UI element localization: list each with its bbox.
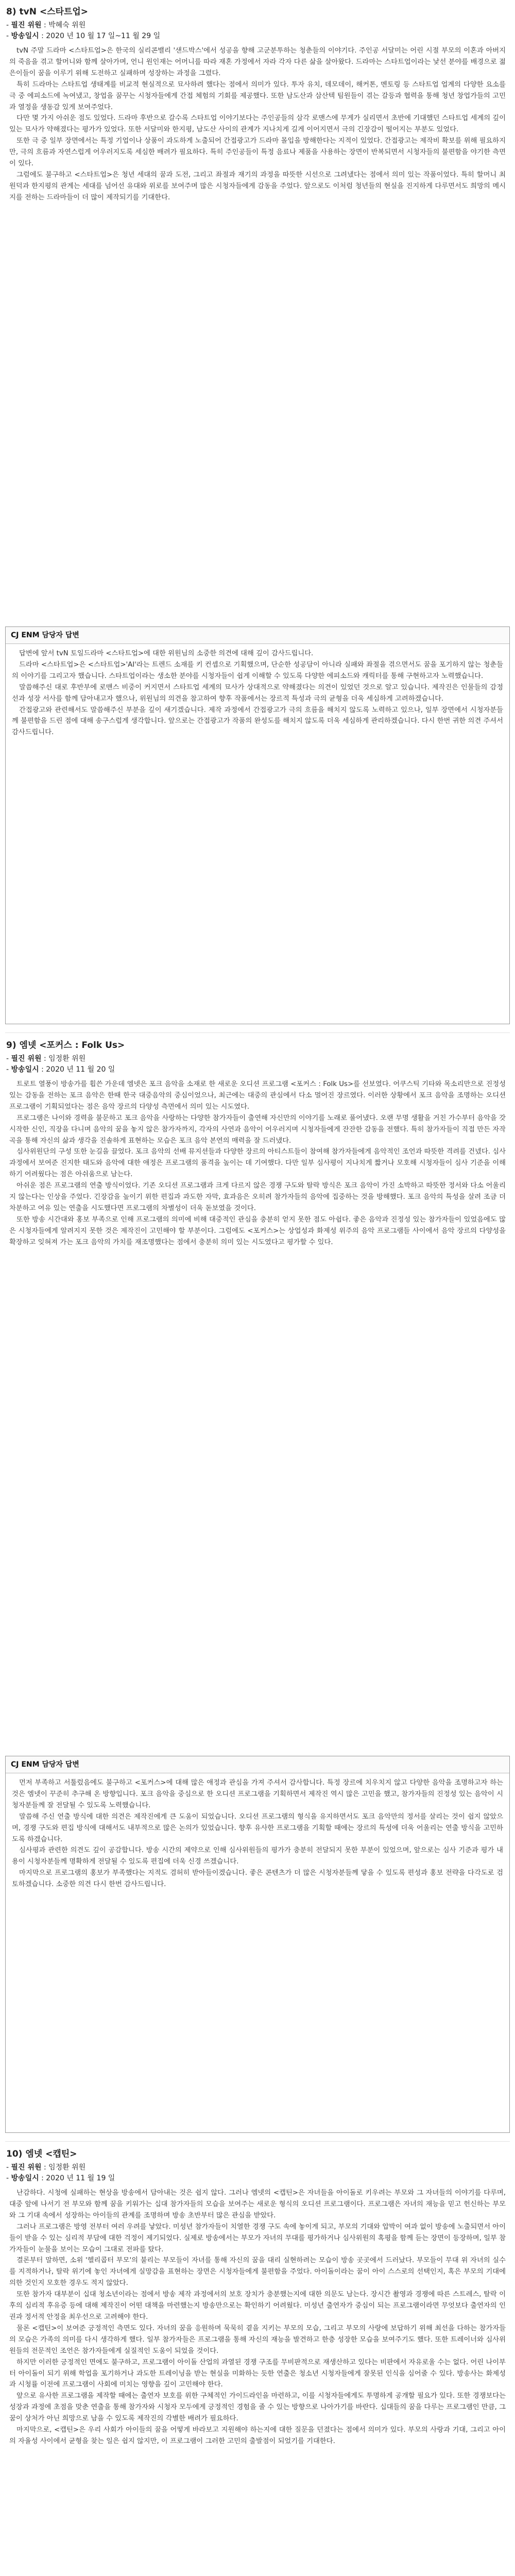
section-10-body bbox=[9, 2188, 506, 2576]
paragraph: 하지만 이러한 긍정적인 면에도 불구하고, 프로그램이 아이돌 산업의 과열된 경쟁 구조를 무비판적으로 재생산하고 있다는 비판에서 자유로울 수는 없다. 어린 나이부터 아이돌이 되기 위해 학업을 포기하거나 과도한 트레이닝을 받는 현실을 미화하는 듯한 연출은 청소년 시청자들에게 잘못된 인식을 심어줄 수 있다. 방송사는 화제성과 시청률 이전에 프로그램이 사회에 미치는 영향을 깊이 고민해야 한다. bbox=[9, 2358, 506, 2389]
paragraph: 난감하다. 시청에 실패하는 현상을 방송에서 담아내는 것은 쉽지 않다. 그러나 엠넷의 <캡틴>은 자녀들을 아이돌로 키우려는 부모와 그 자녀들의 이야기를 다루며, 대중 앞에 나서기 전 부모와 함께 꿈을 키워가는 십대 참가자들의 모습을 보여주는 새로운 형식의 오디션 프로그램이다. 프로그램은 자녀의 재능을 믿고 헌신하는 부모와 그 기대 속에서 성장하는 아이들의 관계를 조명하며 방송 초반부터 많은 관심을 받았다. bbox=[9, 2189, 506, 2219]
paragraph: 결론부터 말하면, 소위 '헬리콥터 부모'의 불리는 부모들이 자녀를 통해 자신의 꿈을 대리 실현하려는 모습이 방송 곳곳에서 드러났다. 부모들이 무대 위 자녀의 실수를 지적하거나, 탈락 위기에 놓인 자녀에게 실망감을 표현하는 장면은 시청자들에게 불편함을 주었다. 아이돌이라는 꿈이 아이 스스로의 선택인지, 혹은 부모의 기대에 의한 것인지 모호한 경우도 적지 않았다. bbox=[9, 2257, 506, 2287]
section-divider bbox=[5, 2141, 510, 2142]
paragraph: 간접광고와 관련해서도 말씀해주신 부분을 깊이 새기겠습니다. 제작 과정에서 간접광고가 극의 흐름을 해치지 않도록 노력하고 있으나, 일부 장면에서 시청자분들께 불편함을 드린 점에 대해 송구스럽게 생각합니다. 앞으로는 간접광고가 작품의 완성도를 해치지 않도록 더욱 세심하게 관리하겠습니다. 다시 한번 귀한 의견 주셔서 감사드립니다. bbox=[12, 706, 503, 737]
paragraph: 심사평과 관련한 의견도 깊이 공감합니다. 방송 시간의 제약으로 인해 심사위원들의 평가가 충분히 전달되지 못한 부분이 있었으며, 앞으로는 심사 기준과 평가 내용이 시청자분들께 명확하게 전달될 수 있도록 편집에 더욱 신경 쓰겠습니다. bbox=[12, 1846, 503, 1866]
section-9-answer-box bbox=[5, 1756, 510, 2133]
paragraph: tvN 주말 드라마 <스타트업>은 한국의 실리콘밸리 '샌드박스'에서 성공을 향해 고군분투하는 청춘들의 이야기다. 주인공 서달미는 어린 시절 부모의 이혼과 아버지의 죽음을 겪고 할머니와 함께 살아가며, 언니 원인재는 어머니를 따라 재혼 가정에서 자라 각자 다른 삶을 살아왔다. 드라마는 스타트업이라는 낯선 분야를 배경으로 젊은이들이 꿈을 이루기 위해 도전하고 실패하며 성장하는 과정을 그렸다. bbox=[9, 47, 506, 77]
author-line: - 필진 위원 : 임정환 위원 bbox=[6, 1055, 86, 1063]
paragraph: 프로그램은 나이와 경력을 불문하고 포크 음악을 사랑하는 다양한 참가자들이 출연해 자신만의 이야기를 노래로 풀어냈다. 오랜 무명 생활을 거친 가수부터 음악을 갓 시작한 신인, 직장을 다니며 음악의 꿈을 놓지 않은 참가자까지, 각자의 사연과 음악이 어우러지며 시청자들에게 잔잔한 감동을 전했다. 특히 참가자들이 직접 만든 자작곡을 통해 자신의 삶과 생각을 진솔하게 표현하는 모습은 포크 음악 본연의 매력을 잘 드러냈다. bbox=[9, 1114, 506, 1145]
paragraph: 그럼에도 불구하고 <스타트업>은 청년 세대의 꿈과 도전, 그리고 좌절과 재기의 과정을 따뜻한 시선으로 그려냈다는 점에서 의미 있는 작품이었다. 특히 할머니 최원덕과 한지평의 관계는 세대를 넘어선 유대와 위로를 보여주며 많은 시청자들에게 감동을 주었다. 앞으로도 이처럼 청년들의 현실을 진지하게 다루면서도 희망의 메시지를 전하는 드라마들이 더 많이 제작되기를 기대한다. bbox=[9, 171, 506, 201]
section-9-body bbox=[9, 1079, 506, 1749]
answer-body bbox=[6, 644, 509, 742]
section-title: 9) 엠넷 <포커스 : Folk Us> bbox=[6, 1040, 125, 1050]
section-8-header bbox=[6, 4, 509, 42]
paragraph: 물론 <캡틴>이 보여준 긍정적인 측면도 있다. 자녀의 꿈을 응원하며 묵묵히 곁을 지키는 부모의 모습, 그리고 부모의 사랑에 보답하기 위해 최선을 다하는 참가자들의 모습은 가족의 의미를 다시 생각하게 했다. 일부 참가자들은 프로그램을 통해 자신의 재능을 발견하고 한층 성장한 모습을 보여주기도 했다. 또한 트레이너와 심사위원들의 전문적인 조언은 참가자들에게 실질적인 도움이 되었을 것이다. bbox=[9, 2324, 506, 2355]
section-9-header bbox=[6, 1038, 509, 1075]
section-title: 10) 엠넷 <캡틴> bbox=[6, 2149, 77, 2159]
paragraph: 답변에 앞서 tvN 토일드라마 <스타트업>에 대한 위원님의 소중한 의견에 대해 깊이 감사드립니다. bbox=[19, 650, 314, 657]
paragraph: 다만 몇 가지 아쉬운 점도 있었다. 드라마 후반으로 갈수록 스타트업 이야기보다는 주인공들의 삼각 로맨스에 무게가 실리면서 초반에 기대했던 스타트업 세계의 깊이 있는 묘사가 약해졌다는 평가가 있었다. 또한 서달미와 한지평, 남도산 사이의 관계가 지나치게 길게 이어지면서 극의 긴장감이 떨어지는 부분도 있었다. bbox=[9, 114, 506, 134]
paragraph: 심사위원단의 구성 또한 눈길을 끌었다. 포크 음악의 선배 뮤지션들과 다양한 장르의 아티스트들이 참여해 참가자들에게 음악적인 조언과 따뜻한 격려를 건넸다. 심사 과정에서 보여준 진지한 태도와 음악에 대한 애정은 프로그램의 품격을 높이는 데 기여했다. 다만 일부 심사평이 지나치게 짧거나 모호해 시청자들이 심사 기준을 이해하기 어려웠다는 점은 아쉬움으로 남는다. bbox=[9, 1148, 506, 1179]
date-line: - 방송일시 : 2020 년 10 월 17 일~11 월 29 일 bbox=[6, 32, 161, 40]
paragraph: 마지막으로, <캡틴>은 우리 사회가 아이들의 꿈을 어떻게 바라보고 지원해야 하는지에 대한 질문을 던졌다는 점에서 의미가 있다. 부모의 사랑과 기대, 그리고 아이의 자율성 사이에서 균형을 찾는 일은 쉽지 않지만, 이 프로그램이 그러한 고민의 출발점이 되었기를 기대한다. bbox=[9, 2426, 506, 2445]
paragraph: 먼저 부족하고 서툴렀음에도 불구하고 <포커스>에 대해 많은 애정과 관심을 가져 주셔서 감사합니다. 특정 장르에 치우치지 않고 다양한 음악을 조명하고자 하는 것은 엠넷이 꾸준히 추구해 온 방향입니다. 포크 음악을 중심으로 한 오디션 프로그램을 기획하면서 제작진 역시 많은 고민을 했고, 참가자들의 진정성 있는 음악이 시청자분들께 잘 전달될 수 있도록 노력했습니다. bbox=[12, 1779, 503, 1809]
section-title: 8) tvN <스타트업> bbox=[6, 7, 89, 17]
section-8-body bbox=[9, 45, 506, 621]
paragraph: 또한 참가자 대부분이 십대 청소년이라는 점에서 방송 제작 과정에서의 보호 장치가 충분했는지에 대한 의문도 남는다. 장시간 촬영과 경쟁에 따른 스트레스, 탈락 이후의 심리적 후유증 등에 대해 제작진이 어떤 대책을 마련했는지 방송만으로는 확인하기 어려웠다. 미성년 출연자가 중심이 되는 프로그램이라면 무엇보다 출연자의 인권과 정서적 안정을 최우선으로 고려해야 한다. bbox=[9, 2291, 506, 2321]
answer-title: CJ ENM 담당자 답변 bbox=[6, 627, 509, 644]
author-line: - 필진 위원 : 박혜숙 위원 bbox=[6, 21, 86, 29]
paragraph: 아쉬운 점은 프로그램의 연출 방식이었다. 기존 오디션 프로그램과 크게 다르지 않은 경쟁 구도와 탈락 방식은 포크 음악이 가진 소박하고 따뜻한 정서와 다소 어울리지 않는다는 인상을 주었다. 긴장감을 높이기 위한 편집과 과도한 자막, 효과음은 오히려 참가자들의 음악에 집중하는 것을 방해했다. 포크 음악의 특성을 살려 조금 더 차분하고 여유 있는 연출을 시도했다면 프로그램의 차별성이 더욱 돋보였을 것이다. bbox=[9, 1182, 506, 1212]
paragraph: 마지막으로 프로그램의 홍보가 부족했다는 지적도 겸허히 받아들이겠습니다. 좋은 콘텐츠가 더 많은 시청자분들께 닿을 수 있도록 편성과 홍보 전략을 다각도로 검토하겠습니다. 소중한 의견 다시 한번 감사드립니다. bbox=[12, 1869, 503, 1889]
answer-body bbox=[6, 1773, 509, 1894]
paragraph: 드라마 <스타트업>은 <스타트업>'AI'라는 트렌드 소재를 키 컨셉으로 기획했으며, 단순한 성공담이 아니라 실패와 좌절을 겪으면서도 꿈을 포기하지 않는 청춘들의 이야기를 그리고자 했습니다. 스타트업이라는 생소한 분야를 시청자들이 쉽게 이해할 수 있도록 다양한 에피소드와 캐릭터를 통해 구현하고자 노력했습니다. bbox=[12, 660, 503, 680]
author-line: - 필진 위원 : 임정환 위원 bbox=[6, 2163, 86, 2172]
paragraph: 또한 방송 시간대와 홍보 부족으로 인해 프로그램의 의미에 비해 대중적인 관심을 충분히 얻지 못한 점도 아쉽다. 좋은 음악과 진정성 있는 참가자들이 있었음에도 많은 시청자들에게 알려지지 못한 것은 제작진이 고민해야 할 부분이다. 그럼에도 <포커스>는 상업성과 화제성 위주의 음악 프로그램들 사이에서 음악 장르의 다양성을 확장하고 잊혀져 가는 포크 음악의 가치를 재조명했다는 점에서 충분히 의미 있는 시도였다고 평가할 수 있다. bbox=[9, 1215, 506, 1246]
date-line: - 방송일시 : 2020 년 11 월 20 일 bbox=[6, 1065, 115, 1074]
section-8-answer-box bbox=[5, 626, 510, 1024]
answer-title: CJ ENM 담당자 답변 bbox=[6, 1756, 509, 1773]
date-line: - 방송일시 : 2020 년 11 월 19 일 bbox=[6, 2174, 115, 2182]
paragraph: 말씀해주신 대로 후반부에 로맨스 비중이 커지면서 스타트업 세계의 묘사가 상대적으로 약해졌다는 의견이 있었던 것으로 알고 있습니다. 제작진은 인물들의 감정선과 성장 서사를 함께 담아내고자 했으나, 위원님의 의견을 참고하여 향후 작품에서는 장르적 특성과 극의 균형을 더욱 세심하게 고려하겠습니다. bbox=[12, 683, 503, 703]
paragraph: 말씀해 주신 연출 방식에 대한 의견은 제작진에게 큰 도움이 되었습니다. 오디션 프로그램의 형식을 유지하면서도 포크 음악만의 정서를 살리는 것이 쉽지 않았으며, 경쟁 구도와 편집 방식에 대해서도 내부적으로 많은 논의가 있었습니다. 향후 유사한 프로그램을 기획할 때에는 장르의 특성에 더욱 어울리는 연출 방식을 고민하도록 하겠습니다. bbox=[12, 1812, 503, 1843]
paragraph: 특히 드라마는 스타트업 생태계를 비교적 현실적으로 묘사하려 했다는 점에서 의미가 있다. 투자 유치, 데모데이, 해커톤, 멘토링 등 스타트업 업계의 다양한 요소를 극 중 에피소드에 녹여냈고, 창업을 꿈꾸는 시청자들에게 간접 체험의 기회를 제공했다. 또한 남도산과 삼산텍 팀원들이 겪는 갈등과 협력을 통해 청년 창업가들의 고민과 열정을 생동감 있게 보여주었다. bbox=[9, 80, 506, 111]
paragraph: 앞으로 유사한 프로그램을 제작할 때에는 출연자 보호를 위한 구체적인 가이드라인을 마련하고, 이를 시청자들에게도 투명하게 공개할 필요가 있다. 또한 경쟁보다는 성장과 과정에 초점을 맞춘 연출을 통해 참가자와 시청자 모두에게 긍정적인 경험을 줄 수 있는 방향으로 나아가기를 바란다. 십대들의 꿈을 다루는 프로그램인 만큼, 그 꿈이 상처가 아닌 희망으로 남을 수 있도록 제작진의 각별한 배려가 필요하다. bbox=[9, 2392, 506, 2423]
section-10-header bbox=[6, 2146, 509, 2184]
section-divider bbox=[5, 1032, 510, 1033]
paragraph: 또한 극 중 일부 장면에서는 특정 기업이나 상품이 과도하게 노출되어 간접광고가 드라마 몰입을 방해한다는 지적이 있었다. 간접광고는 제작비 확보를 위해 필요하지만, 극의 흐름과 자연스럽게 어우러지도록 세심한 배려가 필요하다. 특히 주인공들이 특정 음료나 제품을 사용하는 장면이 반복되면서 시청자들의 불편함을 야기한 측면이 있다. bbox=[9, 137, 506, 168]
paragraph: 트로트 열풍이 방송가를 휩쓴 가운데 엠넷은 포크 음악을 소재로 한 새로운 오디션 프로그램 <포커스 : Folk Us>를 선보였다. 어쿠스틱 기타와 목소리만으로 진정성 있는 감동을 전하는 포크 음악은 한때 한국 대중음악의 중심이었으나, 최근에는 대중의 관심에서 다소 멀어진 장르였다. 이러한 상황에서 포크 음악을 조명하는 오디션 프로그램이 기획되었다는 점은 음악 장르의 다양성 측면에서 의미 있는 시도였다. bbox=[9, 1080, 506, 1111]
paragraph: 그러나 프로그램은 방영 전부터 여러 우려를 낳았다. 미성년 참가자들이 치열한 경쟁 구도 속에 놓이게 되고, 부모의 기대와 압박이 여과 없이 방송에 노출되면서 아이들이 받을 수 있는 심리적 부담에 대한 걱정이 제기되었다. 실제로 방송에서는 부모가 자녀의 무대를 평가하거나 심사위원의 혹평을 함께 듣는 장면이 등장하며, 일부 참가자들이 눈물을 보이는 모습이 그대로 전파를 탔다. bbox=[9, 2223, 506, 2253]
